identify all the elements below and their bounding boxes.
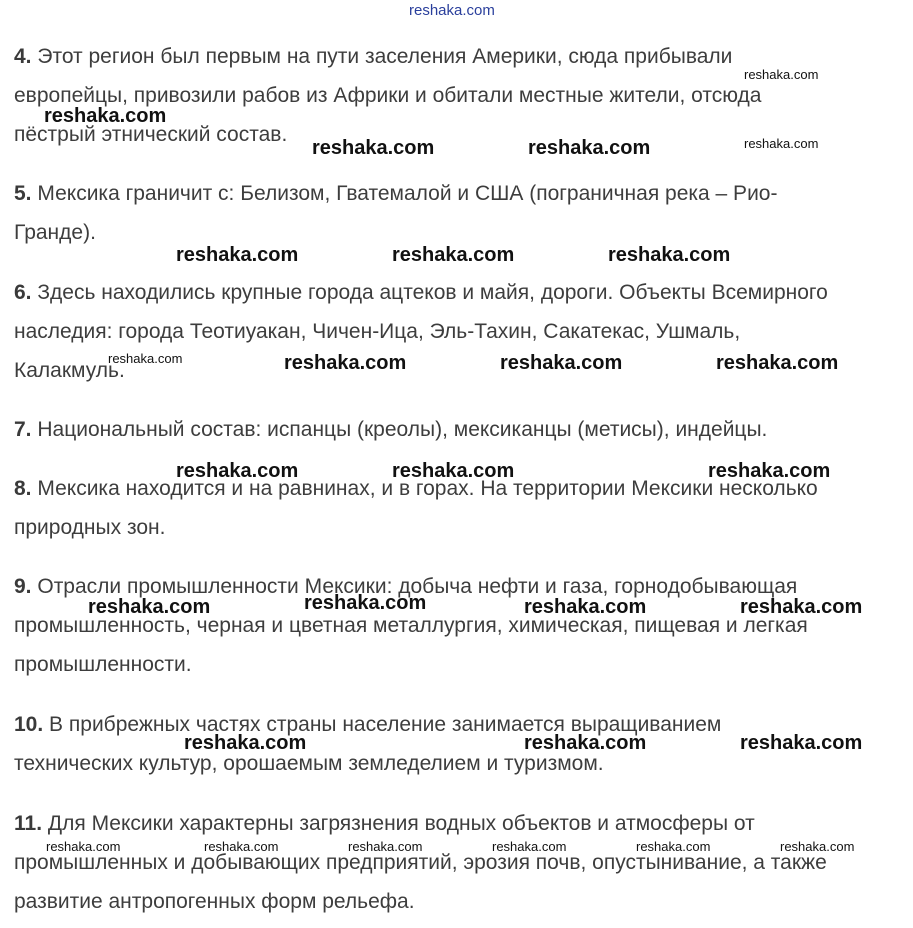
watermark: reshaka.com — [608, 244, 731, 266]
watermark: reshaka.com — [740, 732, 863, 754]
watermark: reshaka.com — [500, 352, 623, 374]
watermark: reshaka.com — [348, 839, 423, 854]
watermark: reshaka.com — [708, 460, 831, 482]
answer-number: 11. — [14, 812, 43, 835]
watermark: reshaka.com — [184, 732, 307, 754]
watermark: reshaka.com — [284, 352, 407, 374]
answer-number: 5. — [14, 182, 32, 205]
answer-4: 4. Этот регион был первым на пути заселения Америки, сюда прибывали европейцы, привозили рабов из Африки и обитали местные жители, отсюда пёстрый этнический состав. — [14, 45, 762, 146]
watermark: reshaka.com — [636, 839, 711, 854]
answer-number: 8. — [14, 477, 32, 500]
watermark: reshaka.com — [46, 839, 121, 854]
watermark: reshaka.com — [524, 596, 647, 618]
watermark: reshaka.com — [780, 839, 855, 854]
watermark: reshaka.com — [312, 137, 435, 159]
watermark: reshaka.com — [392, 244, 515, 266]
watermark: reshaka.com — [492, 839, 567, 854]
watermark: reshaka.com — [108, 351, 183, 366]
watermark: reshaka.com — [524, 732, 647, 754]
watermark: reshaka.com — [716, 352, 839, 374]
answer-number: 4. — [14, 45, 32, 68]
watermark: reshaka.com — [528, 137, 651, 159]
answer-8: 8. Мексика находится и на равнинах, и в горах. На территории Мексики несколько природных зон. — [14, 477, 818, 539]
answer-11: 11. Для Мексики характерны загрязнения водных объектов и атмосферы от промышленных и добывающих предприятий, эрозия почв, опустынивание, а также развитие антропогенных форм рельефа. — [14, 812, 827, 913]
watermark: reshaka.com — [304, 592, 427, 614]
watermark: reshaka.com — [744, 67, 819, 82]
answer-number: 7. — [14, 418, 32, 441]
answer-number: 6. — [14, 281, 32, 304]
watermark: reshaka.com — [176, 460, 299, 482]
answer-7: 7. Национальный состав: испанцы (креолы), мексиканцы (метисы), индейцы. — [14, 418, 768, 441]
answer-6: 6. Здесь находились крупные города ацтеков и майя, дороги. Объекты Всемирного наследия: города Теотиуакан, Чичен-Ица, Эль-Тахин, Сакатекас, Ушмаль, Калакмуль. — [14, 281, 828, 382]
answer-9: 9. Отрасли промышленности Мексики: добыча нефти и газа, горнодобывающая промышленность, черная и цветная металлургия, химическая, пищевая и легкая промышленности. — [14, 575, 808, 676]
watermark-top: reshaka.com — [409, 2, 495, 19]
answer-number: 9. — [14, 575, 32, 598]
watermark: reshaka.com — [744, 136, 819, 151]
watermark: reshaka.com — [44, 105, 167, 127]
answer-5: 5. Мексика граничит с: Белизом, Гватемалой и США (пограничная река – Рио- Гранде). — [14, 182, 778, 244]
answer-number: 10. — [14, 713, 44, 736]
watermark: reshaka.com — [740, 596, 863, 618]
watermark: reshaka.com — [392, 460, 515, 482]
answer-10: 10. В прибрежных частях страны население занимается выращиванием технических культур, орошаемым земледелием и туризмом. — [14, 713, 722, 775]
watermark: reshaka.com — [88, 596, 211, 618]
watermark: reshaka.com — [204, 839, 279, 854]
watermark: reshaka.com — [176, 244, 299, 266]
